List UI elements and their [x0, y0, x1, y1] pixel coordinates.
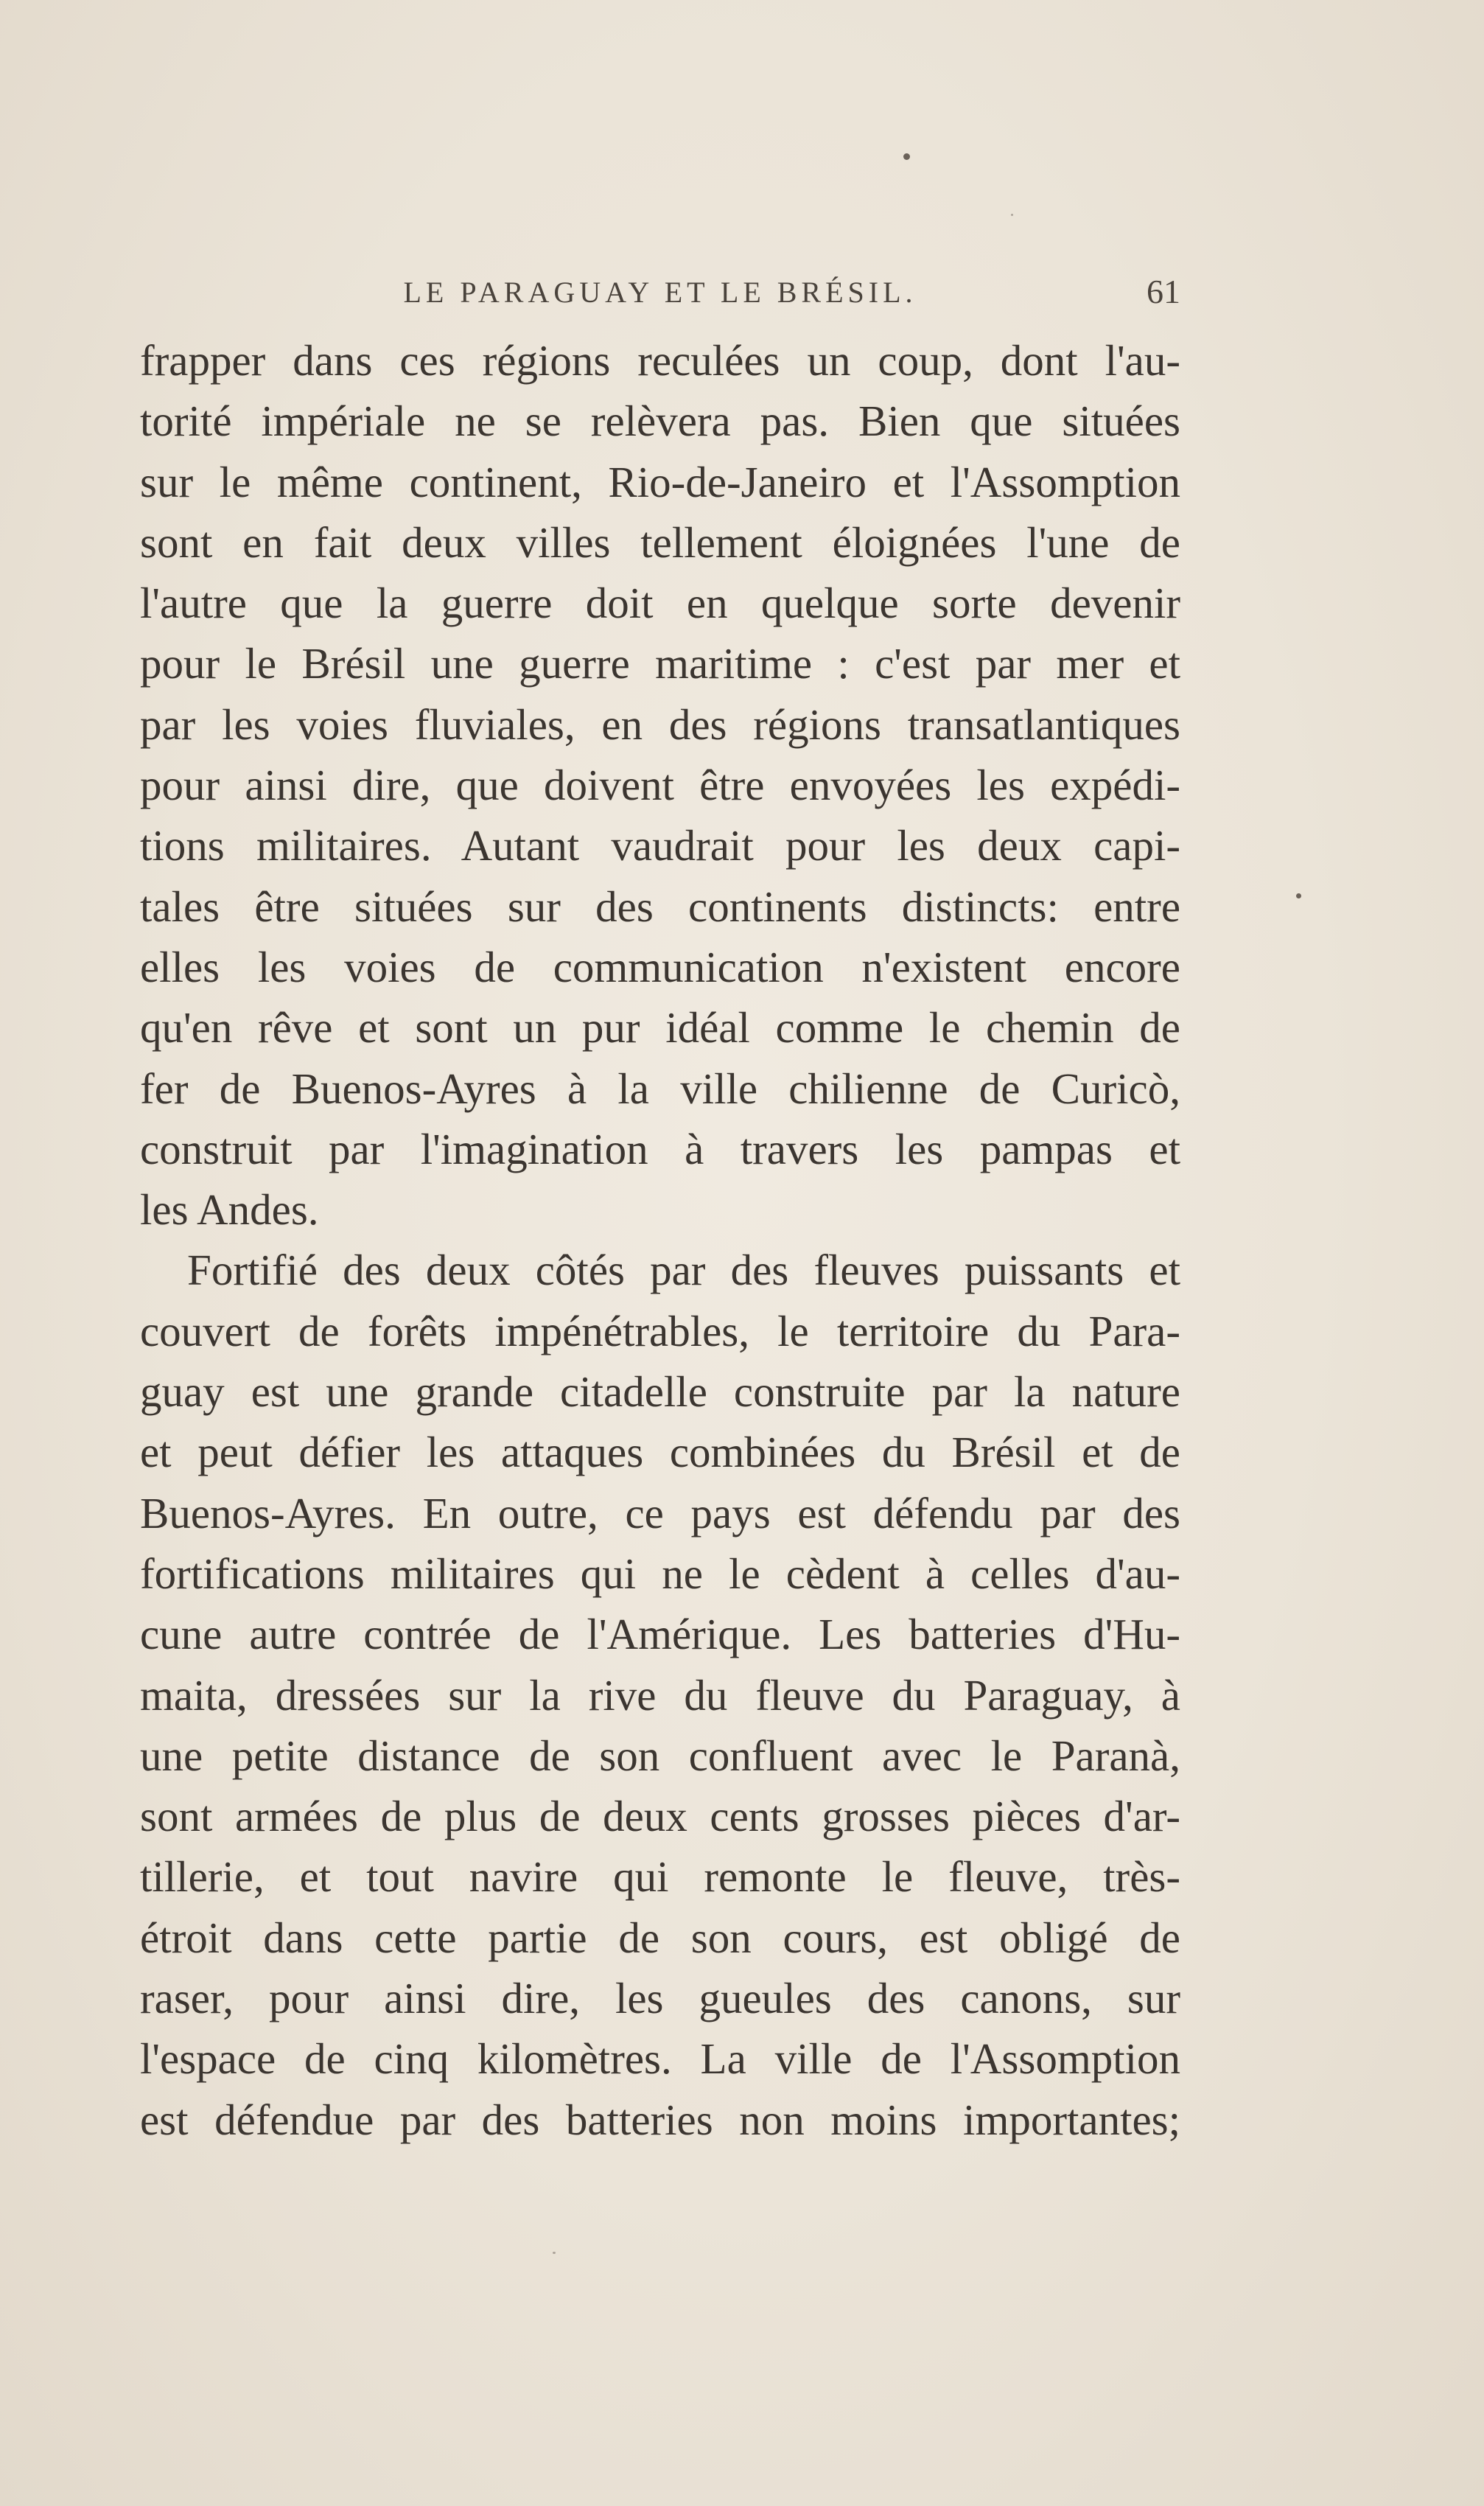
text-line: tales être situées sur des continents distincts: entre [140, 882, 1180, 931]
text-line: par les voies fluviales, en des régions transatlantiques [140, 699, 1180, 749]
paragraph-start-line: Fortifié des deux côtés par des fleuves puissants et [187, 1246, 1180, 1295]
text-line: pour le Brésil une guerre maritime : c'est par mer et [140, 639, 1180, 688]
text-line: maita, dressées sur la rive du fleuve du Paraguay, à [140, 1670, 1180, 1720]
text-line: tions militaires. Autant vaudrait pour les deux capi- [140, 821, 1180, 870]
text-line: l'espace de cinq kilomètres. La ville de l'Assomption [140, 2034, 1180, 2084]
text-line: une petite distance de son confluent avec le Paranà, [140, 1731, 1180, 1780]
ink-speck [903, 153, 910, 160]
text-line: sont en fait deux villes tellement éloignées l'une de [140, 517, 1180, 567]
text-line: cune autre contrée de l'Amérique. Les batteries d'Hu- [140, 1610, 1180, 1659]
running-head [140, 269, 1180, 321]
text-line: frapper dans ces régions reculées un coup, dont l'au- [140, 336, 1180, 385]
ink-speck [1296, 893, 1301, 898]
ink-speck [553, 2252, 556, 2254]
text-line: fortifications militaires qui ne le cèdent à celles d'au- [140, 1549, 1180, 1598]
text-line: qu'en rêve et sont un pur idéal comme le chemin de [140, 1003, 1180, 1053]
text-line: l'autre que la guerre doit en quelque sorte devenir [140, 579, 1180, 628]
text-line: guay est une grande citadelle construite par la nature [140, 1367, 1180, 1417]
text-line: elles les voies de communication n'existent encore [140, 942, 1180, 991]
page-number: 61 [1147, 273, 1180, 310]
text-line: sur le même continent, Rio-de-Janeiro et l'Assomption [140, 457, 1180, 506]
text-line: tillerie, et tout navire qui remonte le fleuve, très- [140, 1852, 1180, 1902]
text-line: pour ainsi dire, que doivent être envoyées les expédi- [140, 761, 1180, 810]
paragraph-end-line: les Andes. [140, 1185, 319, 1235]
running-title: LE PARAGUAY ET LE BRÉSIL. [403, 276, 917, 309]
text-line: construit par l'imagination à travers les pampas et [140, 1124, 1180, 1173]
body-text [140, 330, 1180, 2150]
text-line: est défendue par des batteries non moins importantes; [140, 2095, 1180, 2144]
ink-speck [1011, 214, 1013, 216]
text-line: et peut défier les attaques combinées du Brésil et de [140, 1428, 1180, 1477]
text-line: couvert de forêts impénétrables, le territoire du Para- [140, 1306, 1180, 1355]
text-line: torité impériale ne se relèvera pas. Bien que situées [140, 397, 1180, 446]
text-line: sont armées de plus de deux cents grosses pièces d'ar- [140, 1792, 1180, 1841]
text-line: fer de Buenos-Ayres à la ville chilienne de Curicò, [140, 1064, 1180, 1113]
text-line: Buenos-Ayres. En outre, ce pays est défendu par des [140, 1488, 1180, 1538]
text-line: étroit dans cette partie de son cours, est obligé de [140, 1913, 1180, 1962]
text-line: raser, pour ainsi dire, les gueules des canons, sur [140, 1974, 1180, 2023]
